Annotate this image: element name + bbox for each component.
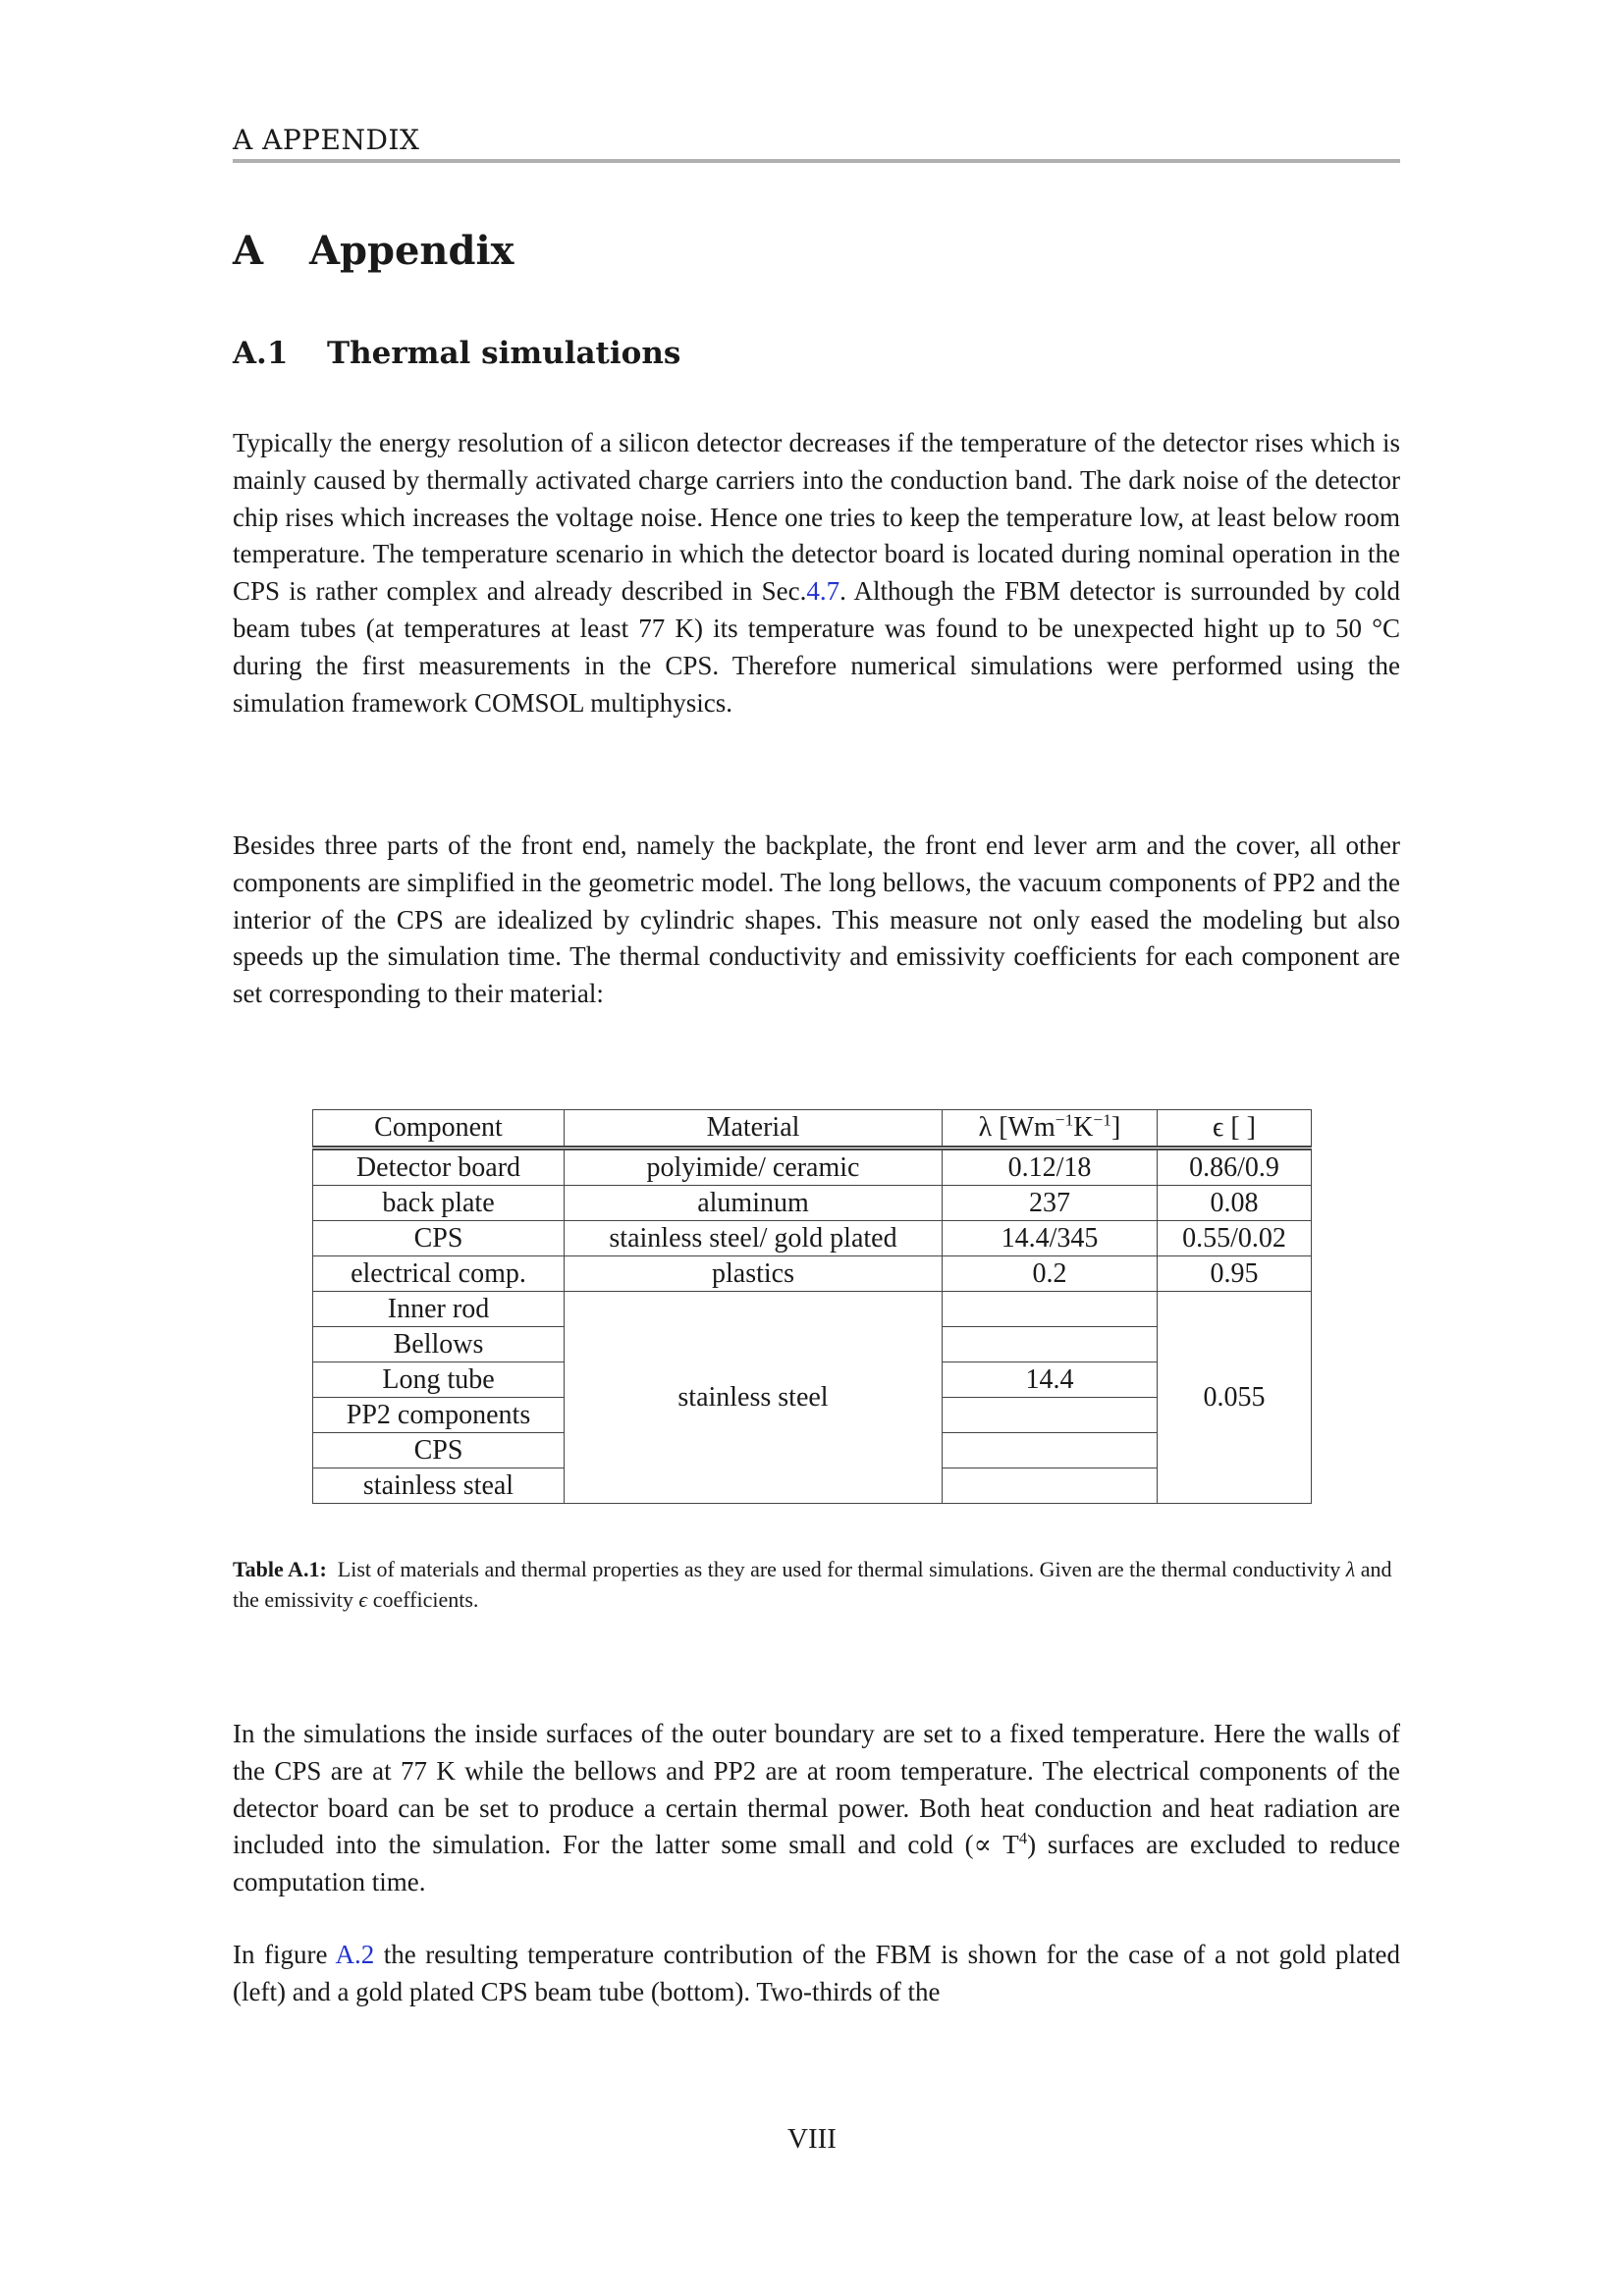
- cell-component: CPS: [313, 1221, 565, 1256]
- cell-lambda: 0.2: [943, 1256, 1158, 1292]
- paragraph-figure: In figure A.2 the resulting temperature contribution of the FBM is shown for the case of a not gold plated (left) and a gold plated CPS beam tube (bottom). Two-thirds of the: [233, 1940, 1400, 2006]
- cell-lambda: [943, 1327, 1158, 1362]
- table-caption: Table A.1: List of materials and thermal properties as they are used for thermal simulations. Given are the thermal conductivity λ and the emissivity ϵ coefficients.: [233, 1557, 1392, 1612]
- header-lambda: λ $[Wm^{-1}K^{-1}]$: [943, 1110, 1158, 1148]
- section-title-text: Appendix: [309, 228, 514, 274]
- cell-component: Inner rod: [313, 1292, 565, 1327]
- table-row: [313, 1148, 1312, 1186]
- cell-lambda: 14.4/345: [943, 1221, 1158, 1256]
- cell-component: stainless steal: [313, 1468, 565, 1504]
- cell-lambda: [943, 1433, 1158, 1468]
- cell-component: CPS: [313, 1433, 565, 1468]
- header-rule: [233, 159, 1400, 163]
- cell-component: Detector board: [313, 1148, 565, 1186]
- cell-epsilon: 0.95: [1158, 1256, 1312, 1292]
- cell-lambda: 14.4: [943, 1362, 1158, 1398]
- caption-label: Table A.1:: [233, 1557, 327, 1581]
- section-ref-link[interactable]: 4.7: [806, 576, 840, 607]
- cell-component: Long tube: [313, 1362, 565, 1398]
- cell-epsilon: 0.86/0.9: [1158, 1148, 1312, 1186]
- table-row: [313, 1256, 1312, 1292]
- table-row: [313, 1186, 1312, 1221]
- paragraph-intro: [233, 425, 1400, 721]
- section-title: [233, 228, 514, 274]
- header-material: Material: [565, 1110, 943, 1148]
- cell-epsilon: 0.08: [1158, 1186, 1312, 1221]
- running-header: A APPENDIX: [233, 124, 420, 156]
- header-component: Component: [313, 1110, 565, 1148]
- cell-lambda: [943, 1292, 1158, 1327]
- header-epsilon: ϵ [ ]: [1158, 1110, 1312, 1148]
- table-row: [313, 1221, 1312, 1256]
- cell-epsilon-merged: 0.055: [1158, 1292, 1312, 1504]
- cell-material: aluminum: [565, 1186, 943, 1221]
- cell-component: PP2 components: [313, 1398, 565, 1433]
- paragraph-model: Besides three parts of the front end, namely the backplate, the front end lever arm and the cover, all other components are simplified in the geometric model. The long bellows, the vacuum components of PP2 and the interior of the CPS are idealized by cylindric shapes. This measure not only eased the modeling but also speeds up the simulation time. The thermal conductivity and emissivity coefficients for each component are set corresponding to their material:: [233, 830, 1400, 1009]
- paragraph-text: Typically the energy resolution of a silicon detector decreases if the temperature of the detector rises which is mainly caused by thermally activated charge carriers into the conduction band. The dark noise of the detector chip rises which increases the voltage noise. Hence one tries to keep the temperature low, at least below room temperature. The temperature scenario in which the detector board is located during nominal operation in the CPS is rather complex and already described in Sec.: [233, 428, 1400, 607]
- cell-epsilon: 0.55/0.02: [1158, 1221, 1312, 1256]
- cell-material: polyimide/ ceramic: [565, 1148, 943, 1186]
- cell-component: electrical comp.: [313, 1256, 565, 1292]
- figure-ref-link[interactable]: A.2: [335, 1940, 375, 1969]
- section-number: A: [233, 228, 264, 274]
- cell-lambda: 237: [943, 1186, 1158, 1221]
- table-header-row: [313, 1110, 1312, 1148]
- subsection-title: [233, 336, 680, 371]
- cell-material-merged: stainless steel: [565, 1292, 943, 1504]
- materials-table: [312, 1109, 1312, 1504]
- subsection-title-text: Thermal simulations: [327, 336, 681, 371]
- cell-component: back plate: [313, 1186, 565, 1221]
- cell-material: stainless steel/ gold plated: [565, 1221, 943, 1256]
- paragraph-text: . Although the FBM detector is surrounded by cold beam tubes (at temperatures at least 77 K) its temperature was found to be unexpected hight up to 50 °C during the first measurements in the CPS. Therefore numerical simulations were performed using the simulation framework COMSOL multiphysics.: [233, 576, 1400, 718]
- paragraph-boundary: In the simulations the inside surfaces of the outer boundary are set to a fixed temperature. Here the walls of the CPS are at 77 K while the bellows and PP2 are at room temperature. The electrical components of the detector board can be set to produce a certain thermal power. Both heat conduction and heat radiation are included into the simulation. For the latter some small and cold (∝ $T^4$) surfaces are excluded to reduce computation time.: [233, 1719, 1401, 1897]
- table-row: [313, 1292, 1312, 1327]
- cell-lambda: [943, 1468, 1158, 1504]
- cell-lambda: [943, 1398, 1158, 1433]
- cell-component: Bellows: [313, 1327, 565, 1362]
- page-number: VIII: [787, 2123, 837, 2155]
- cell-lambda: 0.12/18: [943, 1148, 1158, 1186]
- cell-material: plastics: [565, 1256, 943, 1292]
- subsection-number: A.1: [233, 336, 289, 371]
